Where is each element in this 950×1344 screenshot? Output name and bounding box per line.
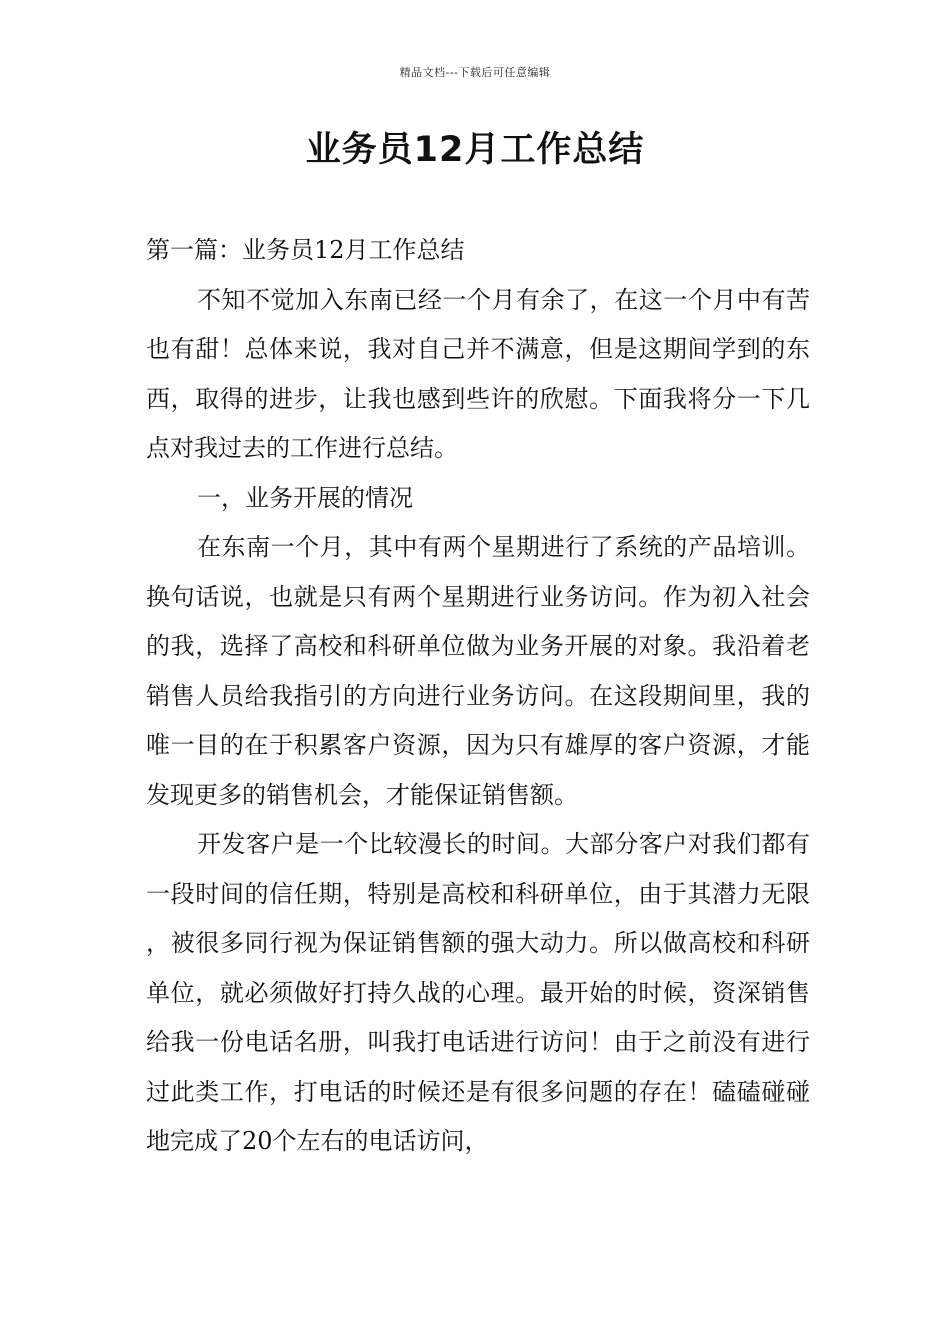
paragraph-customers: 开发客户是一个比较漫长的时间。大部分客户对我们都有一段时间的信任期，特别是高校和科研单位，由于其潜力无限，被很多同行视为保证销售额的强大动力。所以做高校和科研单位，就必须做好打持久战的心理。最开始的时候，资深销售给我一份电话名册，叫我打电话进行访问！由于之前没有进行过此类工作，打电话的时候还是有很多问题的存在！磕磕碰碰地完成了20个左右的电话访问， [146, 830, 810, 1155]
section-heading: 第一篇：业务员12月工作总结 [146, 236, 465, 264]
document-body [146, 226, 810, 1167]
paragraph-intro: 不知不觉加入东南已经一个月有余了，在这一个月中有苦也有甜！总体来说，我对自己并不满意，但是这期间学到的东西，取得的进步，让我也感到些许的欣慰。下面我将分一下几点对我过去的工作进行总结。 [146, 285, 810, 462]
subsection-heading: 一，业务开展的情况 [197, 483, 413, 512]
paragraph-business: 在东南一个月，其中有两个星期进行了系统的产品培训。换句话说，也就是只有两个星期进行业务访问。作为初入社会的我，选择了高校和科研单位做为业务开展的对象。我沿着老销售人员给我指引的方向进行业务访问。在这段期间里，我的唯一目的在于积累客户资源，因为只有雄厚的客户资源，才能发现更多的销售机会，才能保证销售额。 [146, 533, 810, 809]
document-title: 业务员12月工作总结 [305, 130, 645, 170]
header-note: 精品文档---下载后可任意编辑 [399, 66, 551, 79]
